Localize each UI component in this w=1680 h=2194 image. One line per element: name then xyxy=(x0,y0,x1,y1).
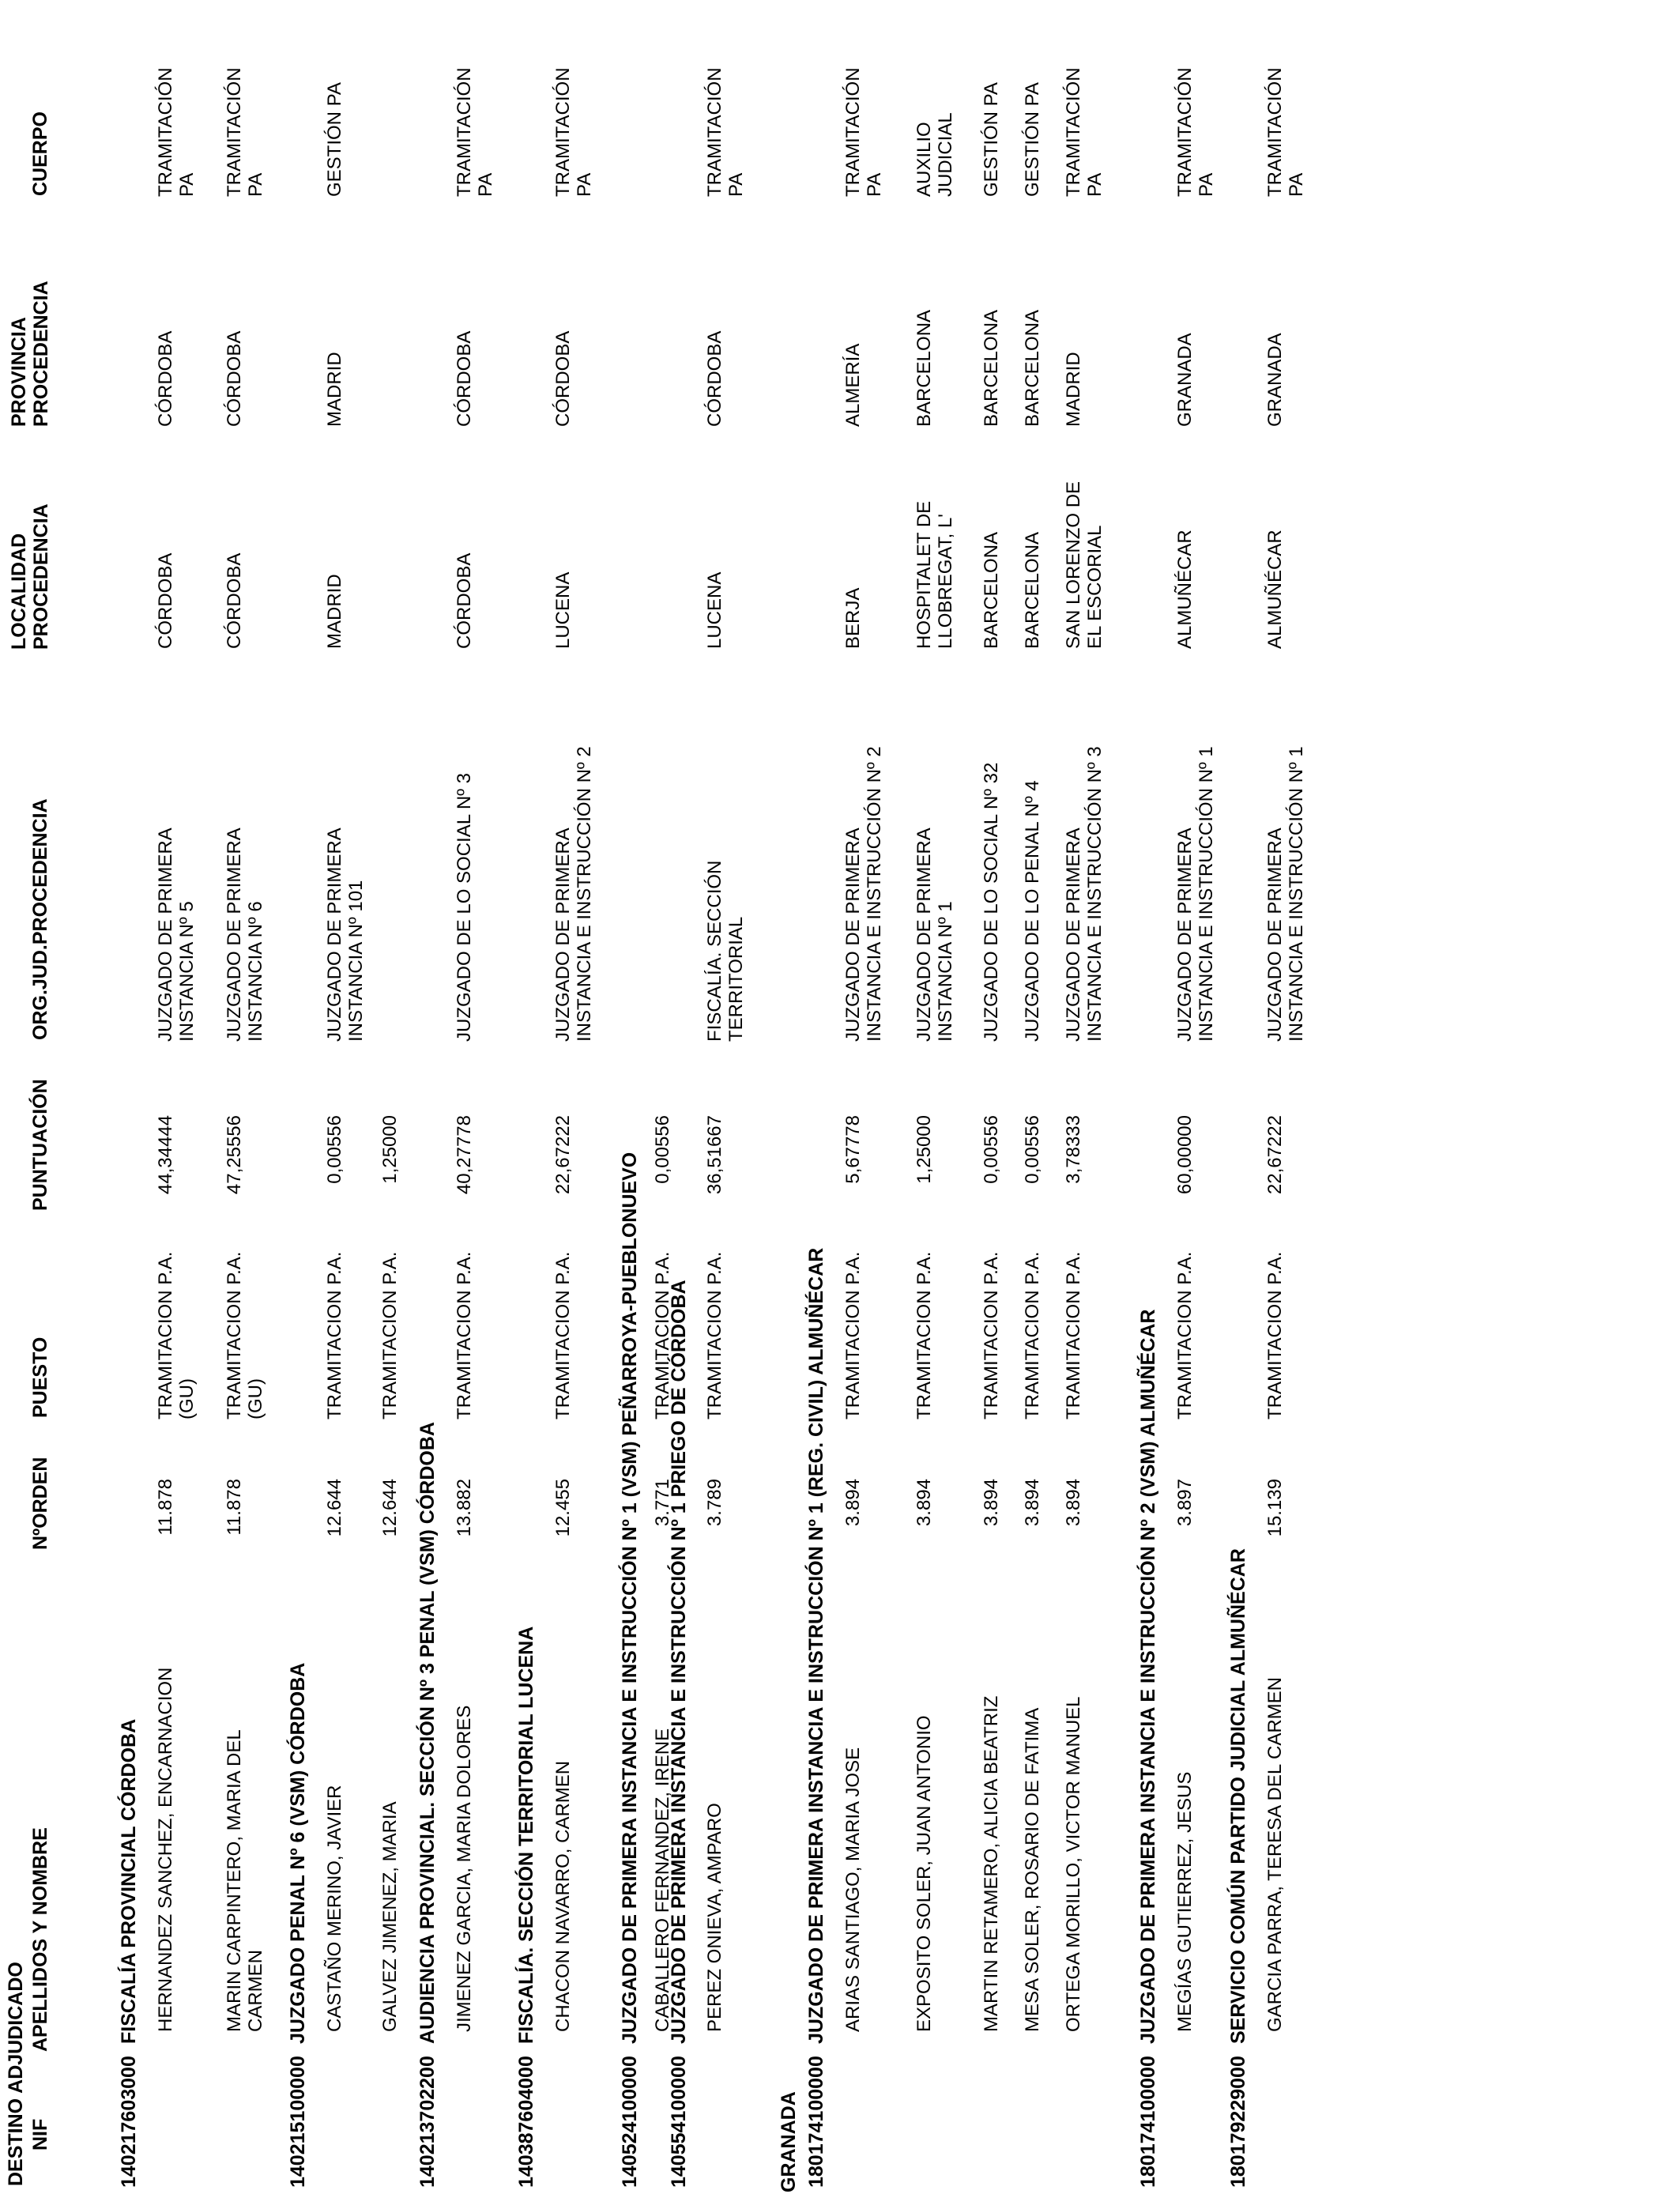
row-provincia: GRANADA xyxy=(1174,333,1196,427)
row-orden: 12.644 xyxy=(379,1479,401,1537)
row-organo: JUZGADO DE PRIMERA INSTANCIA E INSTRUCCIÓN Nº 2 xyxy=(552,746,595,1042)
row-orden: 12.455 xyxy=(552,1479,574,1537)
row-localidad: LUCENA xyxy=(552,571,574,649)
row-organo: JUZGADO DE PRIMERA INSTANCIA Nº 6 xyxy=(224,827,266,1042)
row-puntuacion: 47,25556 xyxy=(224,1115,245,1195)
row-puntuacion: 0,00556 xyxy=(981,1115,1002,1184)
row-puesto: TRAMITACION P.A. xyxy=(1264,1251,1286,1419)
row-cuerpo: GESTIÓN PA xyxy=(981,82,1002,197)
row-puesto: TRAMITACION P.A. xyxy=(652,1251,673,1419)
row-puesto: TRAMITACION P.A. xyxy=(379,1251,401,1419)
row-orden: 3.894 xyxy=(981,1479,1002,1527)
province-heading-granada: GRANADA xyxy=(778,2091,800,2192)
row-puntuacion: 0,00556 xyxy=(652,1115,673,1184)
section-code: 140213702200 xyxy=(416,2056,439,2188)
row-localidad: HOSPITALET DE LLOBREGAT, L' xyxy=(913,500,956,649)
row-organo: JUZGADO DE PRIMERA INSTANCIA Nº 101 xyxy=(324,827,367,1042)
section-code: 140387604000 xyxy=(515,2056,537,2188)
col-header-cuerpo: CUERPO xyxy=(29,111,51,196)
row-provincia: MADRID xyxy=(1063,352,1084,427)
row-puntuacion: 22,67222 xyxy=(552,1115,574,1195)
section-name: JUZGADO DE PRIMERA INSTANCIA E INSTRUCCIÓN Nº 2 (VSM) ALMUÑÉCAR xyxy=(1137,1309,1159,2044)
row-provincia: BARCELONA xyxy=(913,309,935,427)
row-organo: FISCALÍA. SECCIÓN TERRITORIAL xyxy=(704,860,747,1042)
row-puntuacion: 1,25000 xyxy=(913,1115,935,1184)
col-header-puntuacion: PUNTUACIÓN xyxy=(29,1079,51,1211)
row-puesto: TRAMITACION P.A. xyxy=(1022,1251,1043,1419)
row-provincia: MADRID xyxy=(324,352,345,427)
row-nombre: GARCIA PARRA, TERESA DEL CARMEN xyxy=(1264,1676,1286,2032)
row-nombre: MESA SOLER, ROSARIO DE FATIMA xyxy=(1022,1707,1043,2032)
row-nombre: ARIAS SANTIAGO, MARIA JOSE xyxy=(842,1747,864,2032)
row-nombre: EXPOSITO SOLER, JUAN ANTONIO xyxy=(913,1715,935,2032)
row-cuerpo: AUXILIO JUDICIAL xyxy=(913,112,956,197)
row-puntuacion: 40,27778 xyxy=(454,1115,475,1195)
row-puesto: TRAMITACION P.A. xyxy=(1063,1251,1084,1419)
row-nombre: MARIN CARPINTERO, MARIA DEL CARMEN xyxy=(224,1729,266,2032)
row-orden: 12.644 xyxy=(324,1479,345,1537)
row-puntuacion: 5,67778 xyxy=(842,1115,864,1184)
section-code: 140215100000 xyxy=(287,2056,309,2188)
row-orden: 15.139 xyxy=(1264,1479,1286,1537)
row-nombre: GALVEZ JIMENEZ, MARIA xyxy=(379,1801,401,2032)
row-localidad: BARCELONA xyxy=(981,531,1002,649)
row-nombre: CABALLERO FERNANDEZ, IRENE xyxy=(652,1728,673,2032)
row-puntuacion: 44,34444 xyxy=(155,1115,176,1195)
row-localidad: CÓRDOBA xyxy=(224,552,245,649)
row-puesto: TRAMITACION P.A. xyxy=(552,1251,574,1419)
row-cuerpo: TRAMITACIÓN PA xyxy=(1063,67,1106,197)
row-nombre: MARTIN RETAMERO, ALICIA BEATRIZ xyxy=(981,1695,1002,2032)
row-localidad: CÓRDOBA xyxy=(155,552,176,649)
row-nombre: PEREZ ONIEVA, AMPARO xyxy=(704,1803,725,2032)
row-puntuacion: 22,67222 xyxy=(1264,1115,1286,1195)
row-provincia: BARCELONA xyxy=(981,309,1002,427)
row-orden: 3.789 xyxy=(704,1479,725,1527)
row-provincia: CÓRDOBA xyxy=(224,330,245,427)
row-cuerpo: TRAMITACIÓN PA xyxy=(552,67,595,197)
row-localidad: BARCELONA xyxy=(1022,531,1043,649)
section-name: AUDIENCIA PROVINCIAL. SECCIÓN Nº 3 PENAL (VSM) CÓRDOBA xyxy=(416,1422,439,2044)
row-cuerpo: GESTIÓN PA xyxy=(1022,82,1043,197)
section-code: 140554100000 xyxy=(668,2056,690,2188)
row-orden: 3.894 xyxy=(913,1479,935,1527)
row-cuerpo: TRAMITACIÓN PA xyxy=(155,67,198,197)
row-puntuacion: 60,00000 xyxy=(1174,1115,1196,1195)
row-provincia: CÓRDOBA xyxy=(704,330,725,427)
row-localidad: MADRID xyxy=(324,574,345,649)
row-organo: JUZGADO DE PRIMERA INSTANCIA E INSTRUCCIÓN Nº 1 xyxy=(1264,746,1307,1042)
col-header-provincia: PROVINCIA PROCEDENCIA xyxy=(8,281,52,427)
row-cuerpo: TRAMITACIÓN PA xyxy=(454,67,496,197)
section-name: FISCALÍA. SECCIÓN TERRITORIAL LUCENA xyxy=(515,1626,537,2044)
row-puntuacion: 0,00556 xyxy=(324,1115,345,1184)
row-puesto: TRAMITACION P.A. xyxy=(842,1251,864,1419)
section-name: JUZGADO PENAL Nº 6 (VSM) CÓRDOBA xyxy=(287,1662,309,2044)
col-header-orden: NºORDEN xyxy=(29,1457,51,1550)
destino-adjudicado-title: DESTINO ADJUDICADO xyxy=(5,1962,27,2186)
row-nombre: HERNANDEZ SANCHEZ, ENCARNACION xyxy=(155,1667,176,2032)
row-orden: 3.897 xyxy=(1174,1479,1196,1527)
section-name: JUZGADO DE PRIMERA INSTANCIA E INSTRUCCIÓN Nº 1 (VSM) PEÑARROYA-PUEBLONUEVO xyxy=(619,1152,641,2044)
row-puesto: TRAMITACION P.A. xyxy=(704,1251,725,1419)
row-organo: JUZGADO DE LO PENAL Nº 4 xyxy=(1022,780,1043,1042)
col-header-organo: ORG.JUD.PROCEDENCIA xyxy=(29,798,51,1040)
row-organo: JUZGADO DE LO SOCIAL Nº 32 xyxy=(981,762,1002,1042)
row-orden: 3.894 xyxy=(1022,1479,1043,1527)
row-nombre: MEGÍAS GUTIERREZ, JESUS xyxy=(1174,1771,1196,2032)
row-provincia: GRANADA xyxy=(1264,333,1286,427)
col-header-nif: NIF xyxy=(29,2118,51,2151)
row-organo: JUZGADO DE PRIMERA INSTANCIA E INSTRUCCIÓN Nº 3 xyxy=(1063,746,1106,1042)
row-puntuacion: 1,25000 xyxy=(379,1115,401,1184)
section-code: 180174100000 xyxy=(805,2056,827,2188)
row-organo: JUZGADO DE PRIMERA INSTANCIA Nº 1 xyxy=(913,827,956,1042)
section-name: SERVICIO COMÚN PARTIDO JUDICIAL ALMUÑÉCAR xyxy=(1227,1548,1249,2044)
row-orden: 11.878 xyxy=(155,1479,176,1536)
section-code: 140524100000 xyxy=(619,2056,641,2188)
row-orden: 11.878 xyxy=(224,1479,245,1536)
col-header-puesto: PUESTO xyxy=(29,1336,51,1418)
row-provincia: CÓRDOBA xyxy=(454,330,475,427)
section-name: JUZGADO DE PRIMERA INSTANCIA E INSTRUCCIÓN Nº 1 (REG. CIVIL) ALMUÑÉCAR xyxy=(805,1247,827,2044)
section-code: 180179229000 xyxy=(1227,2056,1249,2188)
row-provincia: CÓRDOBA xyxy=(155,330,176,427)
row-provincia: ALMERÍA xyxy=(842,343,864,427)
section-name: JUZGADO DE PRIMERA INSTANCIA E INSTRUCCIÓN Nº 1 PRIEGO DE CÓRDOBA xyxy=(668,1280,690,2044)
row-puesto: TRAMITACION P.A. xyxy=(324,1251,345,1419)
row-nombre: CHACON NAVARRO, CARMEN xyxy=(552,1760,574,2032)
row-cuerpo: GESTIÓN PA xyxy=(324,82,345,197)
row-puesto: TRAMITACION P.A. (GU) xyxy=(224,1251,266,1419)
col-header-nombre: APELLIDOS Y NOMBRE xyxy=(29,1827,51,2052)
row-nombre: ORTEGA MORILLO, VICTOR MANUEL xyxy=(1063,1696,1084,2032)
row-organo: JUZGADO DE PRIMERA INSTANCIA E INSTRUCCIÓN Nº 1 xyxy=(1174,746,1217,1042)
row-nombre: JIMENEZ GARCIA, MARIA DOLORES xyxy=(454,1705,475,2032)
row-organo: JUZGADO DE PRIMERA INSTANCIA Nº 5 xyxy=(155,827,198,1042)
row-provincia: BARCELONA xyxy=(1022,309,1043,427)
row-puntuacion: 36,51667 xyxy=(704,1115,725,1195)
row-cuerpo: TRAMITACIÓN PA xyxy=(842,67,885,197)
section-name: FISCALÍA PROVINCIAL CÓRDOBA xyxy=(118,1718,140,2044)
row-puesto: TRAMITACION P.A. (GU) xyxy=(155,1251,198,1419)
section-code: 140217603000 xyxy=(118,2056,140,2188)
section-code: 180174100000 xyxy=(1137,2056,1159,2188)
row-cuerpo: TRAMITACIÓN PA xyxy=(704,67,747,197)
row-nombre: CASTAÑO MERINO, JAVIER xyxy=(324,1785,345,2032)
row-cuerpo: TRAMITACIÓN PA xyxy=(1264,67,1307,197)
row-cuerpo: TRAMITACIÓN PA xyxy=(224,67,266,197)
col-header-localidad: LOCALIDAD PROCEDENCIA xyxy=(8,503,52,650)
row-cuerpo: TRAMITACIÓN PA xyxy=(1174,67,1217,197)
row-orden: 13.882 xyxy=(454,1479,475,1537)
row-localidad: CÓRDOBA xyxy=(454,552,475,649)
row-provincia: CÓRDOBA xyxy=(552,330,574,427)
row-puntuacion: 3,78333 xyxy=(1063,1115,1084,1184)
row-puntuacion: 0,00556 xyxy=(1022,1115,1043,1184)
row-localidad: SAN LORENZO DE EL ESCORIAL xyxy=(1063,481,1106,649)
row-puesto: TRAMITACION P.A. xyxy=(454,1251,475,1419)
row-orden: 3.894 xyxy=(842,1479,864,1527)
row-orden: 3.894 xyxy=(1063,1479,1084,1527)
row-localidad: ALMUÑÉCAR xyxy=(1264,530,1286,649)
row-puesto: TRAMITACION P.A. xyxy=(1174,1251,1196,1419)
row-localidad: LUCENA xyxy=(704,571,725,649)
row-orden: 3.771 xyxy=(652,1479,673,1527)
row-organo: JUZGADO DE LO SOCIAL Nº 3 xyxy=(454,773,475,1042)
row-localidad: BERJA xyxy=(842,587,864,649)
row-organo: JUZGADO DE PRIMERA INSTANCIA E INSTRUCCIÓN Nº 2 xyxy=(842,746,885,1042)
row-localidad: ALMUÑÉCAR xyxy=(1174,530,1196,649)
row-puesto: TRAMITACION P.A. xyxy=(981,1251,1002,1419)
row-puesto: TRAMITACION P.A. xyxy=(913,1251,935,1419)
